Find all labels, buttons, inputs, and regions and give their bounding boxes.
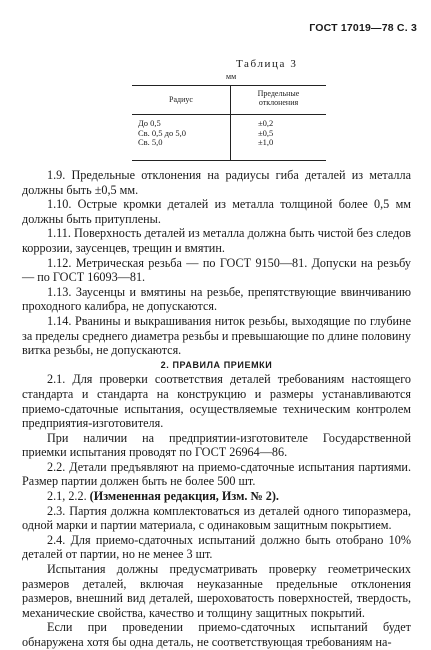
table-header-deviation-line1: Предельные <box>257 89 300 98</box>
table-cell-radius: До 0,5 <box>138 118 161 128</box>
table-cell-deviation: ±0,5 <box>258 127 274 138</box>
paragraph-1-13: 1.13. Заусенцы и вмятины на резьбе, препятствующие ввинчиванию проходного калибра, не допускаются. <box>22 284 411 314</box>
table-unit: мм <box>226 72 237 81</box>
table-header-deviation <box>231 89 326 107</box>
paragraph-2-1-state-acceptance: При наличии на предприятии-изготовителе Государственной приемки испытания проводят по ГОСТ 26964—86. <box>22 430 411 460</box>
table-cell-radius: Св. 5,0 <box>138 137 163 147</box>
amendment-note <box>22 489 411 504</box>
paragraph-2-4-tests: Испытания должны предусматривать проверку геометрических размеров деталей, включая неуказанные предельные отклонения размеров, внешний вид деталей, шероховатость поверхностей, твердость, механические свойства, качество и толщину защитных покрытий. <box>22 562 411 620</box>
document-body <box>22 168 411 650</box>
paragraph-1-14: 1.14. Рванины и выкрашивания ниток резьбы, выходящие по глубине за пределы среднего диаметра резьбы и превышающие по длине половину витка резьбы, не допускаются. <box>22 313 411 358</box>
table-header-deviation-line2: отклонения <box>258 98 299 107</box>
paragraph-1-12: 1.12. Метрическая резьба — по ГОСТ 9150—81. Допуски на резьбу — по ГОСТ 16093—81. <box>22 255 411 285</box>
table-column-deviation <box>258 119 273 148</box>
page-header: ГОСТ 17019—78 С. 3 <box>309 22 417 34</box>
paragraph-1-11: 1.11. Поверхность деталей из металла должна быть чистой без следов коррозии, заусенцев, трещин и вмятин. <box>22 226 411 255</box>
paragraph-2-1: 2.1. Для проверки соответствия деталей требованиям настоящего стандарта и стандарта на конструкцию и размеры устанавливаются приемо-сдаточные испытания, осуществляемые техническим контролем предприятия-изготовителя. <box>22 372 411 431</box>
paragraph-2-3: 2.3. Партия должна комплектоваться из деталей одного типоразмера, одной марки и партии материала, с одинаковым защитным покрытием. <box>22 503 411 533</box>
table-cell-radius: Св. 0,5 до 5,0 <box>138 127 187 138</box>
table-cell-deviation: ±1,0 <box>258 137 274 147</box>
paragraph-2-2: 2.2. Детали предъявляют на приемо-сдаточные испытания партиями. Размер партии должен быть не более 500 шт. <box>22 459 411 489</box>
table-header-radius: Радиус <box>169 95 193 104</box>
paragraph-1-10: 1.10. Острые кромки деталей из металла толщиной более 0,5 мм должны быть притуплены. <box>22 197 411 226</box>
amendment-text: (Измененная редакция, Изм. № 2). <box>89 489 279 504</box>
table-caption: Таблица 3 <box>236 58 298 70</box>
table-cell-deviation: ±0,2 <box>258 118 274 128</box>
amendment-prefix: 2.1, 2.2. <box>47 489 87 504</box>
section-title: 2. ПРАВИЛА ПРИЕМКИ <box>160 359 273 370</box>
paragraph-2-4: 2.4. Для приемо-сдаточных испытаний должно быть отобрано 10% деталей от партии, но не менее 3 шт. <box>22 532 411 562</box>
table-divider-horizontal <box>132 114 326 115</box>
table-column-radius <box>138 119 186 148</box>
tolerance-table <box>132 85 326 161</box>
paragraph-2-4-defect: Если при проведении приемо-сдаточных испытаний будет обнаружена хотя бы одна деталь, не соответствующая требованиям на- <box>22 620 411 649</box>
paragraph-1-9: 1.9. Предельные отклонения на радиусы гиба деталей из металла должны быть ±0,5 мм. <box>22 168 411 197</box>
